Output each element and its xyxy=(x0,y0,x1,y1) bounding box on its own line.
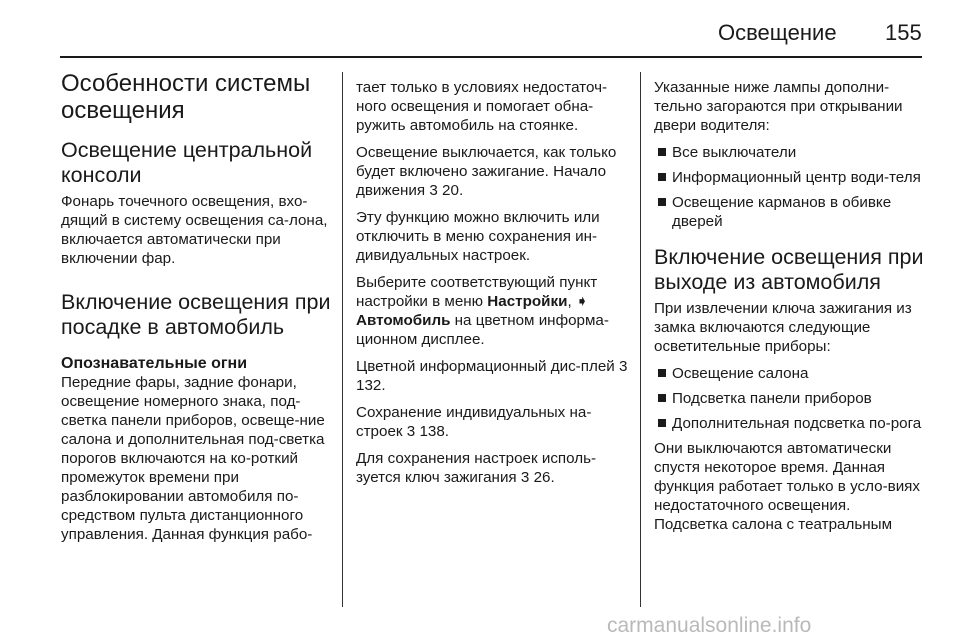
paragraph-console: Фонарь точечного освещения, вхо-дящий в систему освещения са-лона, включается автоматически при включении фар. xyxy=(61,193,328,267)
list-exit-lamps xyxy=(654,364,926,433)
bullet-icon xyxy=(658,173,666,181)
paragraph-enable-disable: Эту функцию можно включить или отключить в меню сохранения ин-дивидуальных настроек. xyxy=(356,209,600,264)
bullet-icon xyxy=(658,419,666,427)
list-item: Дополнительная подсветка по-рога xyxy=(654,414,926,433)
paragraph-continuation: тает только в условиях недостаточ-ного освещения и помогает обна-ружить автомобиль на стоянке. xyxy=(356,79,608,134)
menu-item-settings: Настройки xyxy=(487,293,568,310)
list-item: Информационный центр води-теля xyxy=(654,168,926,187)
display-text: Цветной информационный дис-плей xyxy=(356,358,615,375)
reference-arrow-icon: 3 xyxy=(429,182,438,199)
bullet-icon xyxy=(658,394,666,402)
bullet-icon xyxy=(658,148,666,156)
page-ref-link[interactable]: 26. xyxy=(533,469,555,486)
reference-arrow-icon: 3 xyxy=(406,423,416,440)
column-2 xyxy=(356,78,632,495)
paragraph-personalization xyxy=(356,403,632,441)
list-item: Освещение салона xyxy=(654,364,926,383)
subheading-welcome-lights: Опознавательные огни xyxy=(61,355,248,372)
watermark: carmanualsonline.info xyxy=(607,614,812,637)
header-title: Освещение xyxy=(718,20,837,45)
subsection-heading-entry: Включение освещения при посадке в автомобиль xyxy=(61,290,331,339)
subsection-heading-console: Освещение центральной консоли xyxy=(61,138,313,187)
paragraph-welcome-lights: Передние фары, задние фонари, освещение номерного знака, под-светка панели приборов, освеще-ние салона и дополнительная под-светка порогов включаются на ко-роткий промежуток времени при разблокировании автомобиля по-средством пульта дистанционного управления. Данная функция рабо- xyxy=(61,374,325,543)
page-ref-link[interactable]: 20. xyxy=(442,182,464,199)
menu-arrow-icon: ➧ xyxy=(575,293,589,310)
key-text: Для сохранения настроек исполь-зуется ключ зажигания xyxy=(356,450,597,486)
paragraph-ignition xyxy=(356,143,632,200)
column-3 xyxy=(654,78,926,542)
paragraph-exit-outro: Они выключаются автоматически спустя некоторое время. Данная функция работает только в усло-виях недостаточного освещения. Подсветка салона с театральным xyxy=(654,440,920,533)
list-item: Освещение карманов в обивке дверей xyxy=(654,193,926,231)
subsection-heading-exit: Включение освещения при выходе из автомобиля xyxy=(654,245,924,294)
list-driver-door-lamps xyxy=(654,143,926,231)
paragraph-ignition-text: Освещение выключается, как только будет включено зажигание. Начало движения xyxy=(356,144,617,199)
bullet-icon xyxy=(658,369,666,377)
column-1 xyxy=(61,70,337,552)
paragraph-display xyxy=(356,357,632,395)
personalization-text: Сохранение индивидуальных на-строек xyxy=(356,404,592,440)
list-item: Подсветка панели приборов xyxy=(654,389,926,408)
paragraph-driver-door: Указанные ниже лампы дополни-тельно загораются при открывании двери водителя: xyxy=(654,79,903,134)
paragraph-key xyxy=(356,449,632,487)
column-divider-2 xyxy=(640,72,641,607)
menu-path-text: Выберите соответствующий пункт настройки в меню xyxy=(356,274,598,310)
section-title: Особенности системы освещения xyxy=(61,70,311,124)
paragraph-exit-intro: При извлечении ключа зажигания из замка включаются следующие осветительные приборы: xyxy=(654,300,912,355)
page-ref-link[interactable]: 138. xyxy=(419,423,450,440)
page-ref-link[interactable]: 132. xyxy=(356,377,386,394)
reference-arrow-icon: 3 xyxy=(619,358,628,375)
column-divider-1 xyxy=(342,72,343,607)
menu-path-text-end: на цветном информа-ционном дисплее. xyxy=(356,312,609,348)
bullet-icon xyxy=(658,198,666,206)
menu-separator: , xyxy=(567,293,576,310)
list-item: Все выключатели xyxy=(654,143,926,162)
header-divider xyxy=(60,56,922,58)
page-number: 155 xyxy=(885,20,922,45)
menu-item-vehicle: Автомобиль xyxy=(356,312,451,329)
paragraph-menu-path xyxy=(356,273,632,349)
reference-arrow-icon: 3 xyxy=(520,469,530,486)
